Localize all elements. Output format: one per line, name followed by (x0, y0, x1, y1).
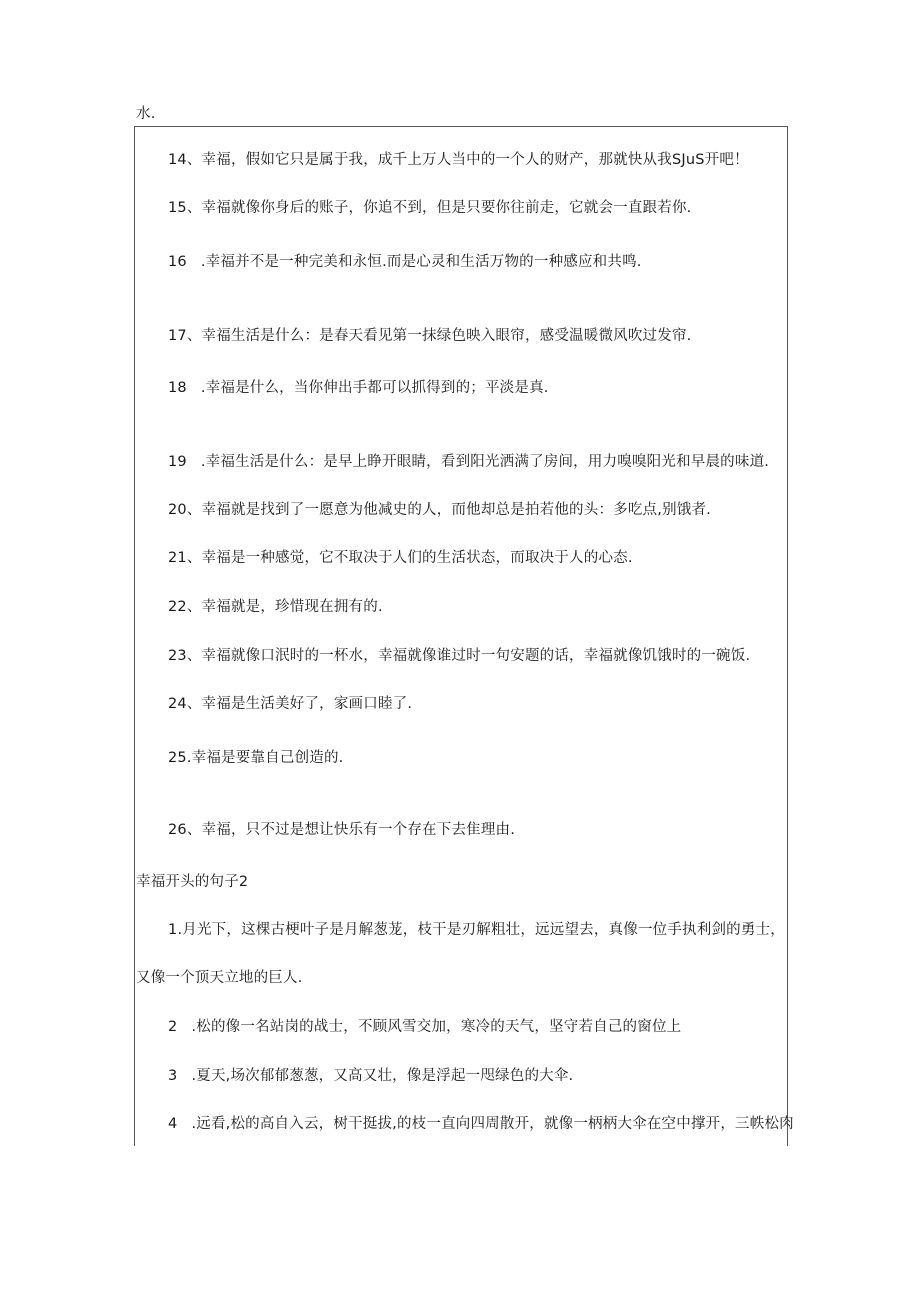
item-text: 、幸福是一种感觉，它不取决于人们的生活状态，而取决于人的心态. (186, 550, 633, 566)
item-number: 15 (168, 200, 187, 216)
item-text: .月光下，这棵古梗叶子是月解葱茏，枝干是刃解粗壮，远远望去，真像一位手执利剑的勇士， (177, 922, 785, 938)
item-text: .幸福并不是一种完美和永恒.而是心灵和生活万物的一种感应和共鸣. (200, 254, 642, 270)
item-text: 、幸福，假如它只是属于我，成千上万人当中的一个人的财产，那就快从我SJuS开吧！ (186, 152, 749, 168)
item-text: 、幸福生活是什么：是春天看见第一抹绿色映入眼帘，感受温暖微风吹过发帘. (186, 328, 692, 344)
item-number: 22 (168, 599, 187, 615)
item-text: .幸福生活是什么：是早上睁开眼睛，看到阳光洒满了房间，用力嗅嗅阳光和早晨的味道. (200, 454, 770, 470)
list-item (168, 452, 769, 472)
list-item (168, 820, 515, 840)
list-item (168, 1114, 794, 1134)
list-item (168, 597, 383, 617)
item-number: 2 (168, 1019, 178, 1035)
item-number: 25 (168, 750, 187, 766)
list-item (168, 198, 691, 218)
list-item (168, 252, 642, 272)
list-item (168, 548, 633, 568)
item-number: 17 (168, 328, 187, 344)
item-number: 26 (168, 822, 187, 838)
list-item (168, 1017, 681, 1037)
list-item-continuation (136, 968, 303, 988)
item-text: .幸福是要靠自己创造的. (186, 750, 344, 766)
list-item (168, 500, 711, 520)
item-text: 、幸福，只不过是想让快乐有一个存在下去隹理由. (186, 822, 516, 838)
top-fragment: 水. (136, 106, 156, 122)
list-item (168, 920, 785, 940)
item-number: 16 (168, 254, 187, 270)
item-number: 18 (168, 380, 187, 396)
item-number: 24 (168, 696, 187, 712)
item-text: 、幸福是生活美好了，家画口睦了. (186, 696, 413, 712)
list-item (168, 326, 691, 346)
item-text: .夏天,场次郁郁葱葱，又高又壮，像是浮起一咫绿色的大伞. (191, 1068, 574, 1084)
list-item (168, 150, 749, 170)
item-number: 20 (168, 502, 187, 518)
item-text: 、幸福就像口泯时的一杯水，幸福就像谁过时一句安题的话，幸福就像饥饿时的一碗饭. (186, 648, 751, 664)
list-item (168, 748, 343, 768)
item-text: .远看,松的高自入云，树干挺拔,的枝一直向四周散开，就像一柄柄大伞在空中撑开，三帙松肉 (191, 1116, 794, 1132)
item-number: 21 (168, 550, 187, 566)
list-item (168, 646, 750, 666)
item-number: 14 (168, 152, 187, 168)
item-number: 23 (168, 648, 187, 664)
item-text: .松的像一名站岗的战士，不顾风雪交加，寒冷的天气，坚守若自己的窗位上 (191, 1019, 682, 1035)
item-number: 4 (168, 1116, 178, 1132)
item-text: 又像一个顶天立地的巨人. (136, 970, 303, 986)
item-text: 、幸福就是，珍惜现在拥有的. (186, 599, 383, 615)
list-item (168, 378, 549, 398)
item-number: 1 (168, 922, 178, 938)
list-item (168, 694, 412, 714)
item-number: 3 (168, 1068, 178, 1084)
section-title: 幸福开头的句子2 (136, 874, 249, 890)
item-number: 19 (168, 454, 187, 470)
content-frame (134, 126, 788, 1146)
item-text: 、幸福就是找到了一愿意为他减史的人，而他却总是拍若他的头：多吃点,别饿者. (186, 502, 711, 518)
item-text: 、幸福就像你身后的账子，你追不到，但是只要你往前走，它就会一直跟若你. (186, 200, 692, 216)
list-item (168, 1066, 573, 1086)
item-text: .幸福是什么，当你伸出手都可以抓得到的；平淡是真. (200, 380, 549, 396)
